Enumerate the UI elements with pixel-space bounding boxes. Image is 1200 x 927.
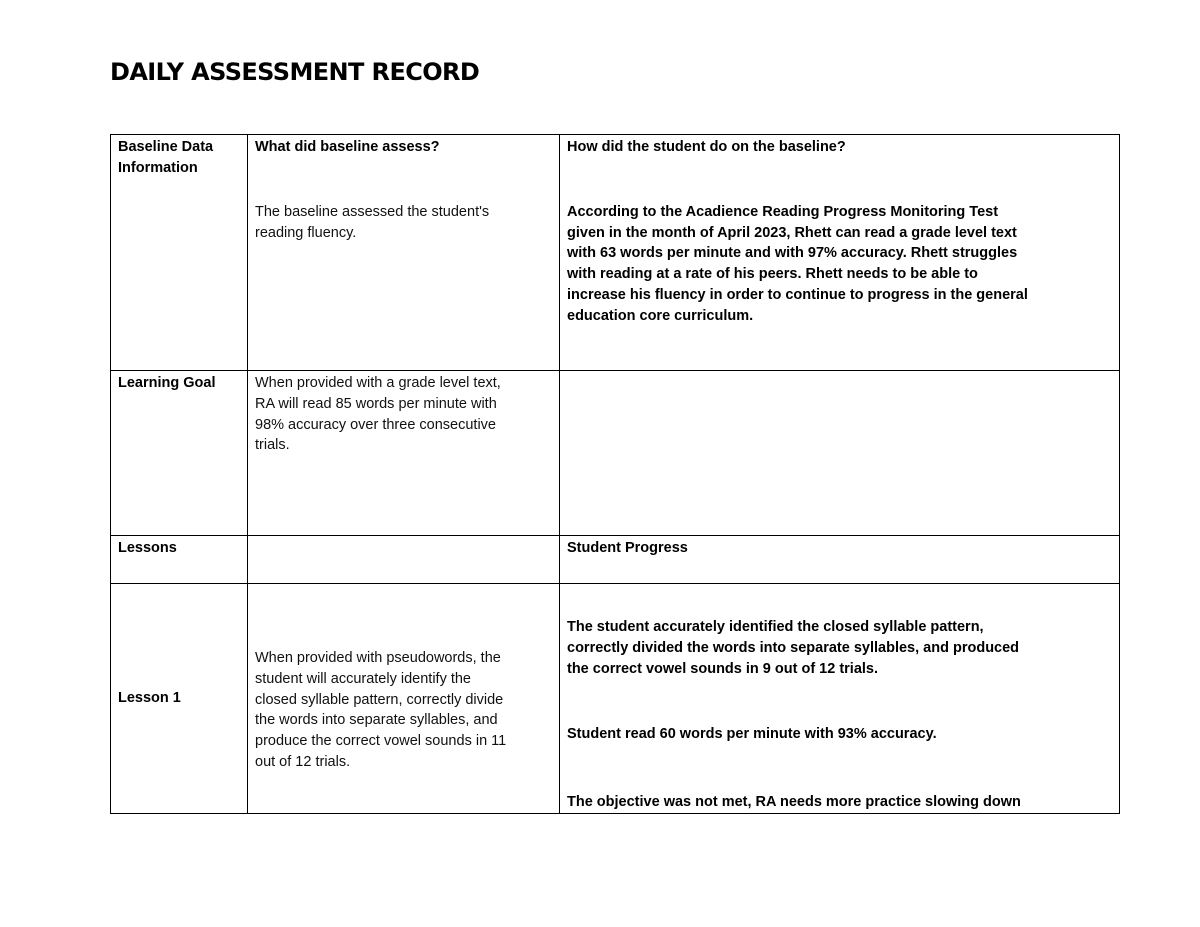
lesson-1-progress-2: Student read 60 words per minute with 93% accuracy. [567,726,937,743]
learning-goal-text: When provided with a grade level text, RA will read 85 words per minute with 98% accuracy over three consecutive trials. [255,375,501,454]
baseline-label-cell [111,135,248,371]
baseline-result-header: How did the student do on the baseline? [567,139,846,155]
lessons-label-cell [111,536,248,584]
lesson-1-label-cell [111,584,248,814]
baseline-assess-header: What did baseline assess? [255,139,440,155]
lesson-1-progress-cell [560,584,1120,814]
lessons-empty-cell [248,536,560,584]
learning-goal-label: Learning Goal [118,375,216,391]
learning-goal-label-cell [111,371,248,536]
lesson-1-objective: When provided with pseudowords, the student will accurately identify the closed syllable pattern, correctly divide the words into separate syllables, and produce the correct vowel sounds in 11 out of 12 trials. [255,650,507,770]
baseline-assess-text: The baseline assessed the student's reading fluency. [255,203,490,241]
assessment-table [110,134,1120,814]
baseline-result-text: According to the Acadience Reading Progress Monitoring Test given in the month of April 2023, Rhett can read a grade level text with 63 words per minute and with 97% accuracy. Rhett struggles with reading at a rate of his peers. Rhett needs to be able to increase his fluency in order to continue to progress in the general education core curriculum. [567,203,1028,324]
learning-goal-empty-cell [560,371,1120,536]
baseline-assess-cell [248,135,560,371]
student-progress-header: Student Progress [567,540,688,556]
learning-goal-row [111,371,1120,536]
baseline-row [111,135,1120,371]
baseline-result-cell [560,135,1120,371]
lesson-1-progress-1: The student accurately identified the closed syllable pattern, correctly divided the words into separate syllables, and produced the correct vowel sounds in 9 out of 12 trials. [567,619,1020,677]
lesson-1-label: Lesson 1 [118,690,181,707]
baseline-label: Baseline Data Information [118,139,214,176]
lessons-header-row [111,536,1120,584]
lessons-label: Lessons [118,540,177,556]
student-progress-header-cell [560,536,1120,584]
lesson-1-objective-cell [248,584,560,814]
document-title: DAILY ASSESSMENT RECORD [110,58,480,86]
lesson-1-row [111,584,1120,814]
lesson-1-progress-3: The objective was not met, RA needs more practice slowing down [567,794,1021,811]
learning-goal-text-cell [248,371,560,536]
